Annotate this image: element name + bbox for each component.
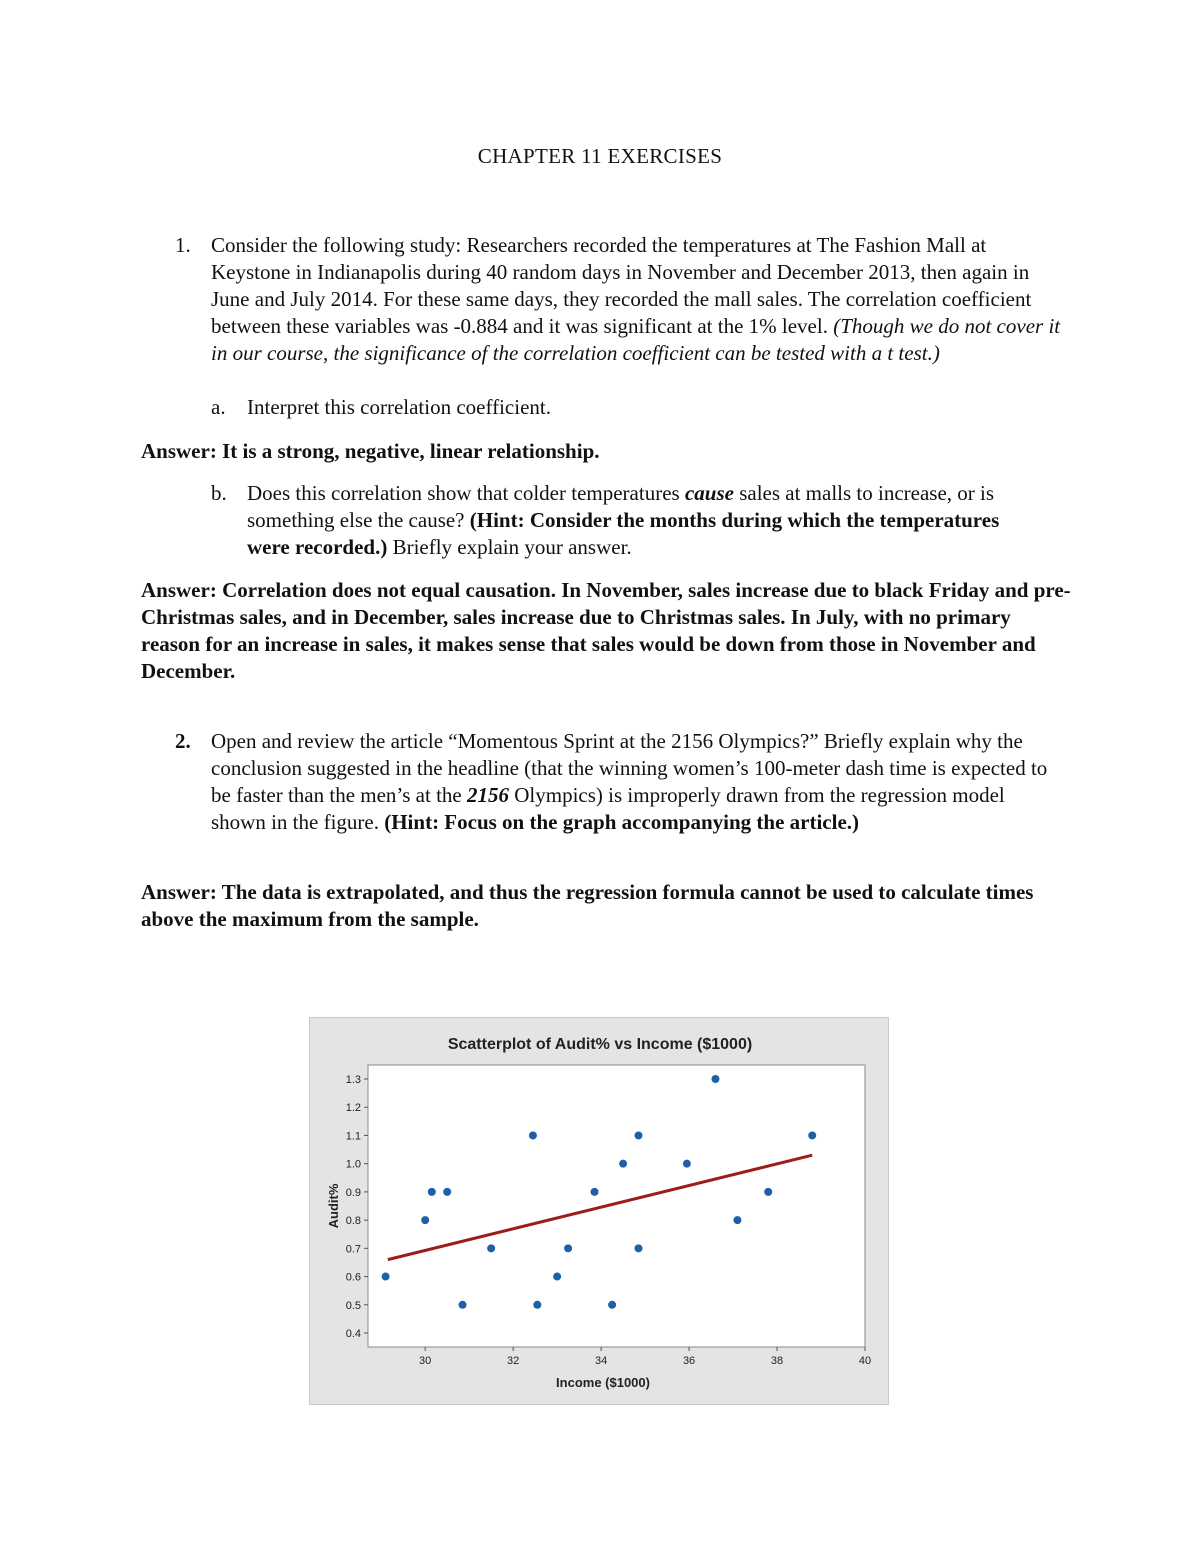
data-point	[443, 1188, 451, 1196]
q2-text-1: Open and review the article “Momentous Sprint at the 2156 Olympics?” Briefly explain why the conclusion suggested in the headline (that the winning women’s 100-meter dash time is expected to be faster than the men’s at the	[211, 729, 1048, 807]
scatterplot-svg	[310, 1018, 888, 1404]
scatterplot-figure	[309, 1017, 889, 1405]
chart-title: Scatterplot of Audit% vs Income ($1000)	[447, 1036, 753, 1053]
data-point	[711, 1075, 719, 1083]
q1a-label: a.	[211, 395, 226, 419]
data-point	[764, 1188, 772, 1196]
data-point	[634, 1131, 642, 1139]
y-tick-label: 0.7	[345, 1243, 361, 1256]
data-point	[428, 1188, 436, 1196]
q2-year: 2156	[467, 783, 509, 807]
q2-hint: (Hint: Focus on the graph accompanying the article.)	[384, 810, 860, 834]
answer-2: Answer: The data is extrapolated, and thus the regression formula cannot be used to calculate times above the maximum from the sample.	[141, 880, 1034, 931]
data-point	[529, 1131, 537, 1139]
data-point	[459, 1301, 467, 1309]
y-tick-label: 1.2	[345, 1102, 361, 1115]
data-point	[733, 1216, 741, 1224]
y-tick-label: 1.0	[345, 1158, 361, 1171]
y-tick-label: 0.4	[345, 1328, 361, 1340]
q1b-text-1: Does this correlation show that colder temperatures	[247, 481, 685, 505]
x-tick-label: 40	[858, 1355, 872, 1367]
q1b-cause: cause	[684, 481, 734, 505]
data-point	[382, 1273, 390, 1281]
q2-text-2: Olympics) is improperly drawn from the regression model shown in the figure.	[211, 783, 1005, 834]
q1-italic-note: (Though we do not cover it in our course, the significance of the correlation coefficient can be tested with a t test.)	[211, 314, 1061, 365]
x-axis	[419, 1347, 871, 1367]
q2-number: 2.	[175, 729, 191, 753]
x-tick-label: 30	[419, 1355, 432, 1367]
data-point	[619, 1160, 627, 1168]
q1-text	[211, 232, 1061, 367]
q1b-text-3: Briefly explain your answer.	[387, 535, 632, 559]
y-tick-label: 0.5	[345, 1299, 361, 1312]
data-point	[608, 1301, 616, 1309]
data-point	[808, 1131, 816, 1139]
data-point	[564, 1244, 572, 1252]
y-tick-label: 0.6	[345, 1271, 361, 1284]
data-point	[421, 1216, 429, 1224]
y-tick-label: 1.1	[345, 1130, 361, 1143]
y-axis-label: Audit%	[326, 1183, 341, 1229]
page-title: CHAPTER 11 EXERCISES	[477, 144, 723, 168]
data-point	[487, 1244, 495, 1252]
y-tick-label: 0.9	[345, 1186, 361, 1199]
data-point	[533, 1301, 541, 1309]
x-tick-label: 32	[507, 1355, 520, 1367]
answer-1a: Answer: It is a strong, negative, linear relationship.	[141, 439, 600, 463]
y-tick-label: 0.8	[345, 1215, 361, 1228]
plot-area	[368, 1065, 865, 1347]
q1b-label: b.	[211, 481, 227, 505]
q1b-hint: (Hint: Consider the months during which the temperatures were recorded.)	[247, 508, 1000, 559]
data-point	[553, 1273, 561, 1281]
q1a-text: Interpret this correlation coefficient.	[247, 395, 551, 419]
answer-1b: Answer: Correlation does not equal causation. In November, sales increase due to black Friday and pre-Christmas sales, and in December, sales increase due to Christmas sales. In July, with no primary reason for an increase in sales, it makes sense that sales would be down from those in November and December.	[141, 578, 1071, 683]
x-axis-label: Income ($1000)	[556, 1375, 650, 1390]
data-point	[683, 1160, 691, 1168]
data-point	[591, 1188, 599, 1196]
y-axis	[346, 1074, 368, 1340]
q1-number: 1.	[175, 233, 191, 257]
q1b-text-2: sales at malls to increase, or is something else the cause?	[247, 481, 995, 532]
y-tick-label: 1.3	[345, 1074, 361, 1086]
x-tick-label: 38	[770, 1355, 784, 1367]
x-tick-label: 34	[594, 1355, 608, 1367]
q1b-text	[247, 480, 1047, 561]
x-tick-label: 36	[682, 1355, 696, 1367]
q2-text	[211, 728, 1061, 836]
data-point	[634, 1244, 642, 1252]
q1-body: Consider the following study: Researchers recorded the temperatures at The Fashion Mall at Keystone in Indianapolis during 40 random days in November and December 2013, then again in June and July 2014. For these same days, they recorded the mall sales. The correlation coefficient between these variables was -0.884 and it was significant at the 1% level.	[211, 233, 1032, 338]
